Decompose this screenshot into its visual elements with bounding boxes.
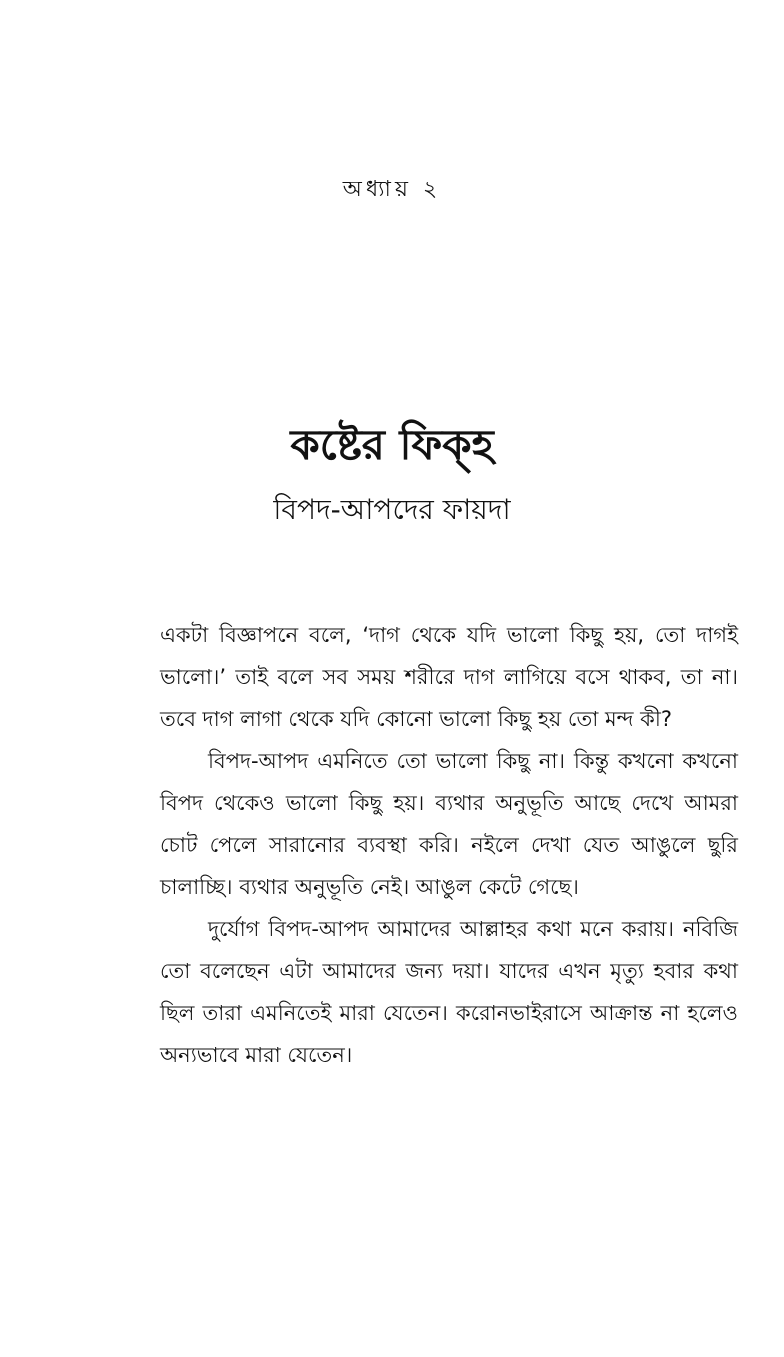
body-text (160, 614, 738, 1076)
paragraph: একটা বিজ্ঞাপনে বলে, ‘দাগ থেকে যদি ভালো কিছু হয়, তো দাগই ভালো।’ তাই বলে সব সময় শরীরে দাগ লাগিয়ে বসে থাকব, তা না। তবে দাগ লাগা থেকে যদি কোনো ভালো কিছু হয় তো মন্দ কী? (160, 623, 738, 731)
paragraph: বিপদ-আপদ এমনিতে তো ভালো কিছু না। কিন্তু কখনো কখনো বিপদ থেকেও ভালো কিছু হয়। ব্যথার অনুভূতি আছে দেখে আমরা চোট পেলে সারানোর ব্যবস্থা করি। নইলে দেখা যেত আঙুলে ছুরি চালাচ্ছি। ব্যথার অনুভূতি নেই। আঙুল কেটে গেছে। (160, 749, 738, 899)
chapter-subtitle: বিপদ-আপদের ফায়দা (273, 493, 511, 526)
paragraph: দুর্যোগ বিপদ-আপদ আমাদের আল্লাহর কথা মনে করায়। নবিজি তো বলেছেন এটা আমাদের জন্য দয়া। যাদের এখন মৃত্যু হবার কথা ছিল তারা এমনিতেই মারা যেতেন। করোনভাইরাসে আক্রান্ত না হলেও অন্যভাবে মারা যেতেন। (160, 917, 738, 1067)
chapter-label: অধ্যায় ২ (342, 177, 442, 202)
chapter-title: কষ্টের ফিক্‌হ (290, 420, 494, 469)
